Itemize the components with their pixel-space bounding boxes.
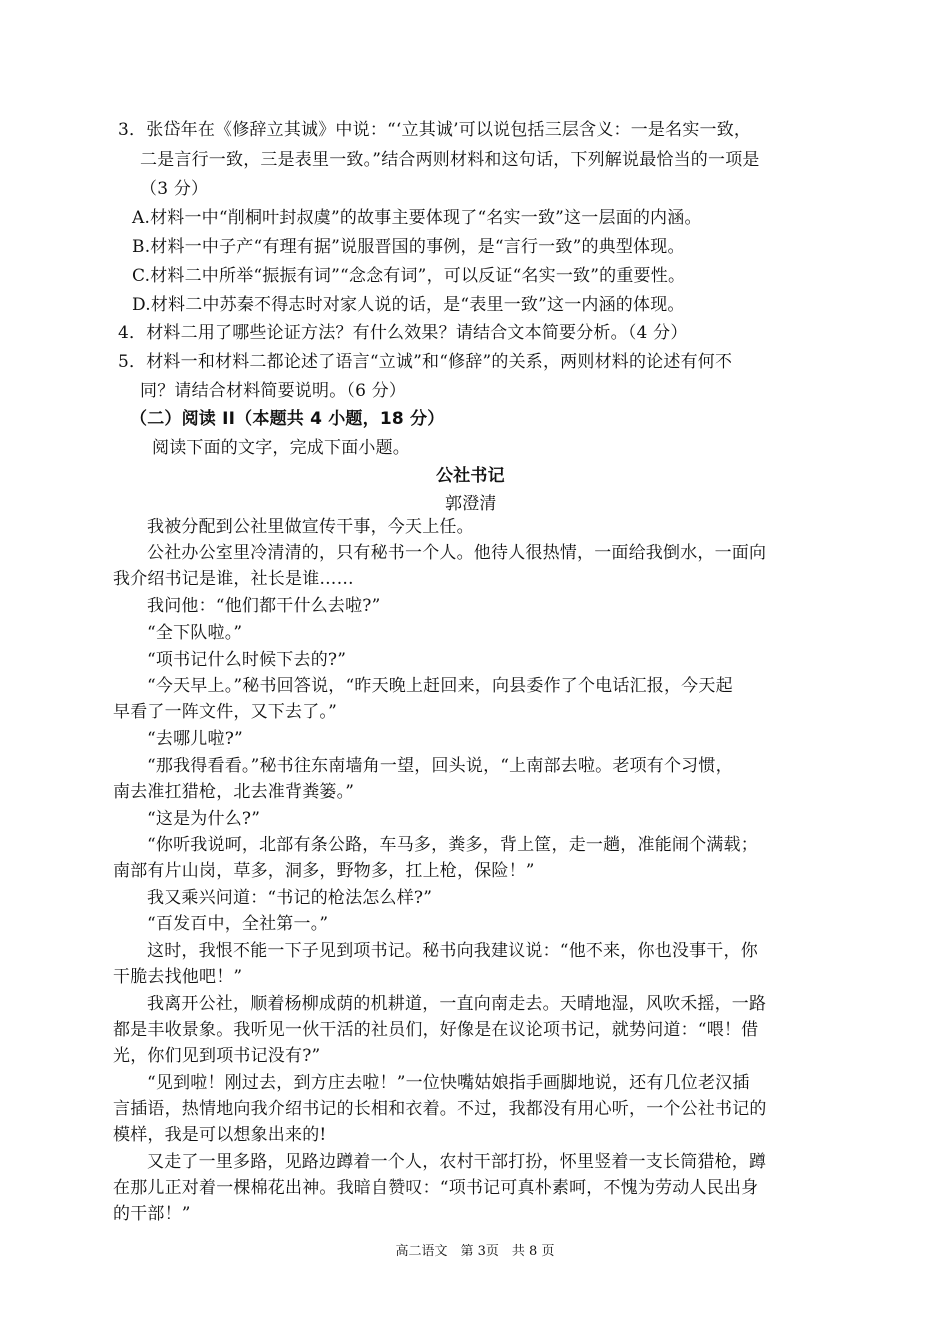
question-3-line-1: 3．张岱年在《修辞立其诚》中说：“‘立其诚’可以说包括三层含义：一是名实一致， (118, 120, 752, 140)
story-line: 又走了一里多路，见路边蹲着一个人，农村干部打扮，怀里竖着一支长筒猎枪，蹲 (147, 1152, 767, 1172)
question-3-score: （3 分） (140, 179, 209, 199)
question-3-line-2: 二是言行一致，三是表里一致。”结合两则材料和这句话，下列解说最恰当的一项是 (140, 150, 760, 170)
story-line: “见到啦！刚过去，到方庄去啦！”一位快嘴姑娘指手画脚地说，还有几位老汉插 (147, 1073, 750, 1093)
story-line: 都是丰收景象。我听见一伙干活的社员们，好像是在议论项书记，就势问道：“喂！借 (113, 1020, 759, 1040)
story-line: 的干部！” (113, 1204, 191, 1224)
story-line: “百发百中，全社第一。” (147, 914, 329, 934)
question-3-option-b: B.材料一中子产“有理有据”说服晋国的事例，是“言行一致”的典型体现。 (132, 237, 685, 257)
story-line: 模样，我是可以想象出来的! (113, 1125, 327, 1145)
story-line: 光，你们见到项书记没有?” (113, 1046, 321, 1066)
story-line: 在那儿正对着一棵棉花出神。我暗自赞叹：“项书记可真朴素呵，不愧为劳动人民出身 (113, 1178, 759, 1198)
story-line: 我离开公社，顺着杨柳成荫的机耕道，一直向南走去。天晴地湿，风吹禾摇，一路 (147, 994, 767, 1014)
story-line: 我又乘兴问道：“书记的枪法怎么样?” (147, 888, 433, 908)
story-line: “全下队啦。” (147, 623, 243, 643)
story-line: 言插语，热情地向我介绍书记的长相和衣着。不过，我都没有用心听，一个公社书记的 (113, 1099, 767, 1119)
section-instruction: 阅读下面的文字，完成下面小题。 (152, 438, 410, 458)
story-author: 郭澄清 (445, 494, 497, 514)
story-line: “去哪儿啦?” (147, 729, 243, 749)
story-line: 公社办公室里冷清清的，只有秘书一个人。他待人很热情，一面给我倒水，一面向 (147, 543, 767, 563)
story-line: 南部有片山岗，草多，洞多，野物多，扛上枪，保险！” (113, 861, 535, 881)
story-line: 我问他：“他们都干什么去啦?” (147, 596, 381, 616)
question-5-line-2: 同？请结合材料简要说明。（6 分） (140, 381, 407, 401)
question-3-option-a: A.材料一中“削桐叶封叔虞”的故事主要体现了“名实一致”这一层面的内涵。 (132, 208, 702, 228)
story-line: “今天早上。”秘书回答说，“昨天晚上赶回来，向县委作了个电话汇报，今天起 (147, 676, 733, 696)
story-line: 干脆去找他吧！” (113, 967, 243, 987)
story-line: 南去准扛猎枪，北去准背粪篓。” (113, 782, 355, 802)
story-line: “那我得看看。”秘书往东南墙角一望，回头说，“上南部去啦。老项有个习惯， (147, 756, 733, 776)
question-4: 4．材料二用了哪些论证方法？有什么效果？请结合文本简要分析。（4 分） (118, 323, 688, 343)
story-line: “项书记什么时候下去的?” (147, 650, 347, 670)
story-line: 这时，我恨不能一下子见到项书记。秘书向我建议说：“他不来，你也没事干，你 (147, 941, 758, 961)
story-line: “这是为什么?” (147, 809, 261, 829)
question-5-line-1: 5．材料一和材料二都论述了语言“立诚”和“修辞”的关系，两则材料的论述有何不 (118, 352, 733, 372)
question-3-option-c: C.材料二中所举“振振有词”“念念有词”，可以反证“名实一致”的重要性。 (132, 266, 686, 286)
story-line: 我被分配到公社里做宣传干事，今天上任。 (147, 517, 474, 537)
story-line: 我介绍书记是谁，社长是谁…… (113, 569, 354, 589)
story-line: 早看了一阵文件，又下去了。” (113, 702, 337, 722)
story-line: “你听我说呵，北部有条公路，车马多，粪多，背上筐，走一趟，准能闹个满载； (147, 835, 758, 855)
story-title: 公社书记 (436, 466, 505, 486)
page-footer: 高二语文 第 3页 共 8 页 (395, 1244, 555, 1259)
question-3-option-d: D.材料二中苏秦不得志时对家人说的话，是“表里一致”这一内涵的体现。 (132, 295, 685, 315)
section-heading: （二）阅读 II（本题共 4 小题，18 分） (130, 409, 445, 429)
